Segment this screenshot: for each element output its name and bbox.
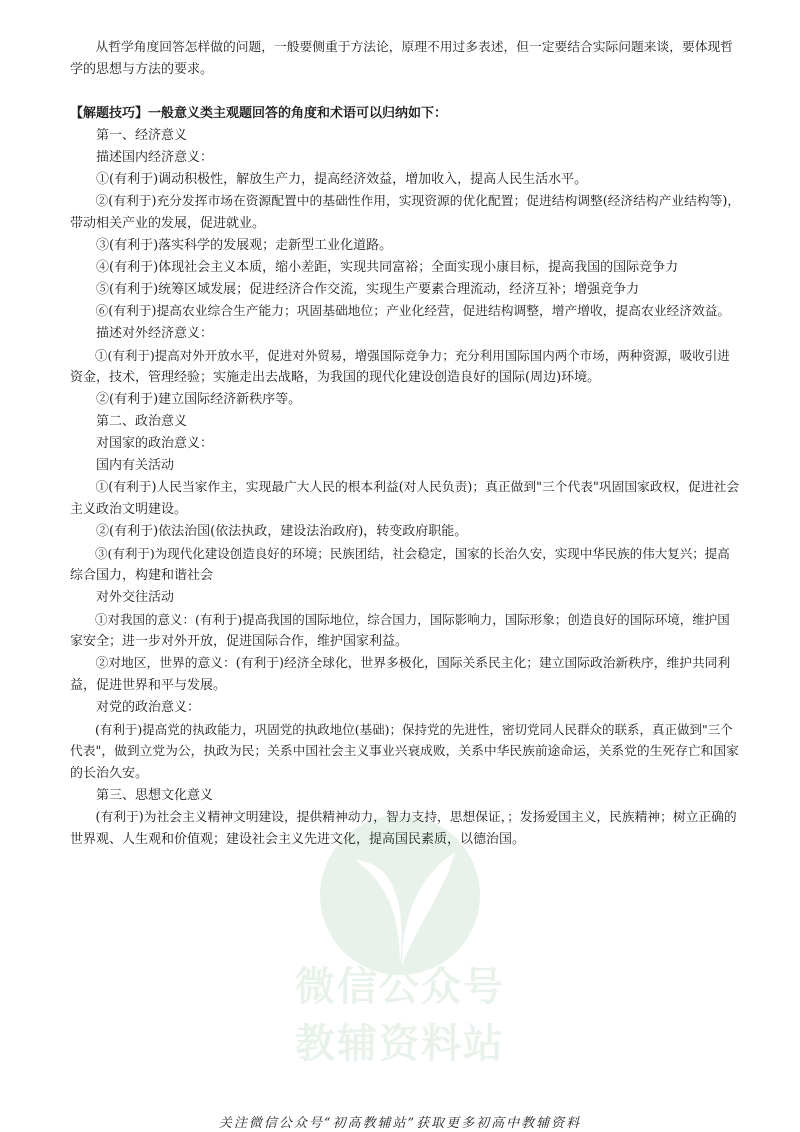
tip-heading: 【解题技巧】一般意义类主观题回答的角度和术语可以归纳如下： — [70, 106, 448, 121]
text-line: 世界观、人生观和价值观；建设社会主义先进文化，提高国民素质，以德治国。 — [70, 832, 526, 847]
text-line: 从哲学角度回答怎样做的问题，一般要侧重于方法论，原理不用过多表述，但一定要结合实际问题来谈，要体现哲 — [70, 40, 733, 55]
text-line: ①(有利于)人民当家作主，实现最广大人民的根本利益(对人民负责)；真正做到"三个代表"巩固国家政权，促进社会 — [70, 480, 740, 495]
section-heading-politics: 第二、政治意义 — [70, 414, 188, 429]
text-line: 国内有关活动 — [70, 458, 175, 473]
text-line: 对国家的政治意义： — [70, 436, 214, 451]
text-line: ①(有利于)提高对外开放水平，促进对外贸易，增强国际竞争力；充分利用国际国内两个市场，两种资源，吸收引进 — [70, 348, 730, 363]
text-line: 学的思想与方法的要求。 — [70, 62, 214, 77]
text-line: ⑥(有利于)提高农业综合生产能力；巩固基础地位；产业化经营，促进结构调整，增产增收，提高农业经济效益。 — [70, 304, 731, 319]
watermark-line1: 微信公众号 — [295, 964, 505, 1010]
text-line: ③(有利于)为现代化建设创造良好的环境；民族团结，社会稳定，国家的长治久安，实现中华民族的伟大复兴；提高 — [70, 546, 730, 561]
section-heading-economy: 第一、经济意义 — [70, 128, 188, 143]
text-line: 描述国内经济意义： — [70, 150, 214, 165]
text-line: (有利于)为社会主义精神文明建设，提供精神动力，智力支持，思想保证，；发扬爱国主义，民族精神；树立正确的 — [70, 810, 737, 825]
text-line: 益，促进世界和平与发展。 — [70, 678, 227, 693]
text-line: ⑤(有利于)统筹区域发展；促进经济合作交流，实现生产要素合理流动，经济互补；增强竞争力 — [70, 282, 640, 297]
text-line: ②(有利于)建立国际经济新秩序等。 — [70, 392, 302, 407]
text-line: ③(有利于)落实科学的发展观；走新型工业化道路。 — [70, 238, 393, 253]
text-line: 对党的政治意义： — [70, 700, 201, 715]
text-line: ④(有利于)体现社会主义本质，缩小差距，实现共同富裕；全面实现小康目标，提高我国的国际竞争力 — [70, 260, 679, 275]
watermark-line2: 教辅资料站 — [295, 1021, 505, 1067]
text-line: 的长治久安。 — [70, 766, 149, 781]
text-line: ①(有利于)调动积极性，解放生产力，提高经济效益，增加收入，提高人民生活水平。 — [70, 172, 588, 187]
text-line: 代表"，做到立党为公，执政为民；关系中国社会主义事业兴衰成败，关系中华民族前途命运，关系党的生死存亡和国家 — [70, 744, 739, 759]
text-line: ②(有利于)充分发挥市场在资源配置中的基础性作用，实现资源的优化配置；促进结构调整(经济结构产业结构等)， — [70, 194, 741, 209]
text-line: 主义政治文明建设。 — [70, 502, 188, 517]
text-line: ②对地区，世界的意义：(有利于)经济全球化，世界多极化，国际关系民主化；建立国际政治新秩序，维护共同利 — [70, 656, 731, 671]
text-line: ①对我国的意义：(有利于)提高我国的国际地位，综合国力，国际影响力，国际形象；创造良好的国际环境，维护国 — [70, 612, 730, 627]
text-line: 资金，技术，管理经验；实施走出去战略，为我国的现代化建设创造良好的国际(周边)环境。 — [70, 370, 601, 385]
text-line: 综合国力，构建和谐社会 — [70, 568, 214, 583]
text-line: 家安全；进一步对外开放，促进国际合作，维护国家利益。 — [70, 634, 409, 649]
section-heading-culture: 第三、思想文化意义 — [70, 788, 214, 803]
text-line: 描述对外经济意义： — [70, 326, 214, 341]
footer-note: 关注微信公众号“初高教辅站”获取更多初高中教辅资料 — [218, 1116, 582, 1131]
text-line: ②(有利于)依法治国(依法执政，建设法治政府)，转变政府职能。 — [70, 524, 468, 539]
text-line: 对外交往活动 — [70, 590, 175, 605]
text-line: (有利于)提高党的执政能力，巩固党的执政地位(基础)；保持党的先进性，密切党同人民群众的联系，真正做到"三个 — [70, 722, 733, 737]
text-line: 带动相关产业的发展，促进就业。 — [70, 216, 266, 231]
